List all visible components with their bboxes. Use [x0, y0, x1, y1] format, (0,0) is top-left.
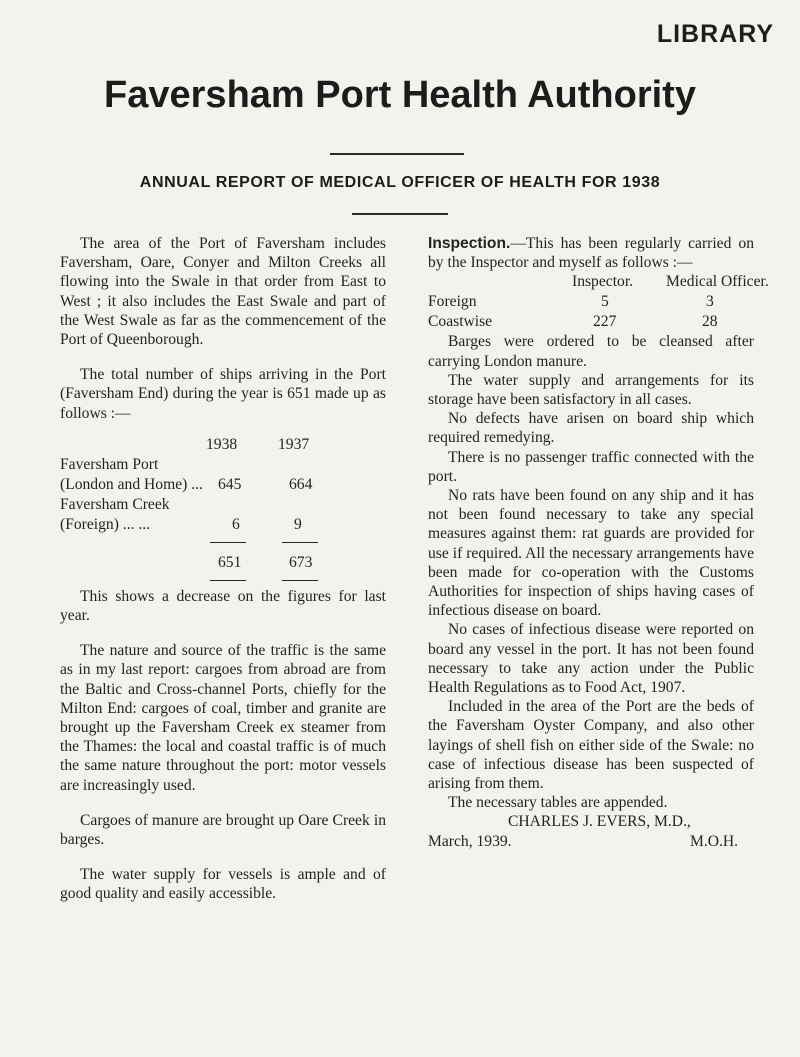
ships-row: [60, 515, 386, 535]
ships-table-rule: [60, 573, 386, 587]
row-label-faversham-port: Faversham Port: [60, 455, 159, 473]
cell-value: 664: [289, 475, 313, 493]
page-title: Faversham Port Health Authority: [104, 74, 696, 116]
underline: [282, 542, 318, 543]
report-subtitle: ANNUAL REPORT OF MEDICAL OFFICER OF HEALTH FOR 1938: [139, 174, 661, 191]
cell-value: 6: [232, 515, 240, 533]
subtitle-divider: [352, 213, 448, 215]
paragraph-water-supply: The water supply for vessels is ample and of good quality and easily accessible.: [60, 866, 386, 903]
paragraph-ships-arriving: The total number of ships arriving in the Port (Faversham End) during the year is 651 made up as follows :—: [60, 366, 386, 422]
underline: [210, 580, 246, 581]
signature-date: March, 1939.: [428, 833, 512, 851]
total-1937: 673: [289, 553, 313, 571]
library-stamp: LIBRARY: [656, 20, 774, 48]
paragraph-port-area: The area of the Port of Faversham includes Faversham, Oare, Conyer and Milton Creeks all flowing into the Swale in that order from East to West ; it also includes the East Swale and part of the West Swale as far as the commencement of the Port of Queenborough.: [60, 235, 386, 349]
col-header-1937: 1937: [278, 435, 310, 453]
cell-value: 9: [294, 515, 302, 533]
signature-title: M.O.H.: [690, 833, 739, 851]
cell-medical: 3: [706, 293, 714, 311]
left-column: [60, 234, 386, 904]
title-divider: [330, 153, 464, 155]
col-header-inspector: Inspector.: [572, 273, 634, 291]
underline: [210, 542, 246, 543]
paragraph-infectious: No cases of infectious disease were reported on board any vessel in the port. It has not been found necessary to take any action under the Public Health Regulations as to Food Act, 1907.: [428, 621, 754, 697]
ships-table: [60, 435, 386, 587]
cell-value: 645: [218, 475, 242, 493]
row-label-faversham-creek: Faversham Creek: [60, 495, 170, 513]
inspection-table-header: [428, 272, 769, 292]
inspection-row: [428, 292, 754, 312]
signature-date-line: [428, 832, 754, 852]
cell-medical: 28: [702, 313, 718, 331]
paragraph-water-arrangements: The water supply and arrangements for its storage have been satisfactory in all cases.: [428, 371, 754, 409]
row-label-foreign: (Foreign) ... ...: [60, 515, 151, 533]
cell-inspector: 5: [601, 293, 609, 311]
signature-name: CHARLES J. EVERS, M.D.,: [508, 813, 691, 831]
ships-row-label: [60, 455, 386, 475]
ships-table-header: [60, 435, 386, 455]
total-1938: 651: [218, 553, 242, 571]
inspection-text: —This has been regularly carried on by the Inspector and myself as follows :—: [428, 235, 754, 272]
inspection-row: [428, 312, 754, 332]
ships-total-row: [60, 553, 386, 573]
ships-table-rule: [60, 535, 386, 553]
paragraph-traffic: The nature and source of the traffic is the same as in my last report: cargoes from abroad are from the Baltic and Cross-channel Ports, chiefly for the Milton End: cargoes of coal, timber and granite are brought up the Faversham Creek ex steamer from the Thames: the local and coastal traffic is of much the same nature throughout the port: motor vessels are increasingly used.: [60, 642, 386, 794]
paragraph-passenger: There is no passenger traffic connected with the port.: [428, 448, 754, 485]
ships-row-label: [60, 495, 386, 515]
paragraph-defects: No defects have arisen on board ship which required remedying.: [428, 410, 754, 447]
paragraph-oysters: Included in the area of the Port are the beds of the Faversham Oyster Company, and also other layings of shell fish on either side of the Swale: no case of infectious disease has been suspected of arising from them.: [428, 698, 754, 793]
paragraph-decrease: This shows a decrease on the figures for last year.: [60, 587, 386, 625]
right-column: [428, 234, 769, 852]
paragraph-rats: No rats have been found on any ship and it has not been found necessary to take any special measures against them: rat guards are provided for use if required. All the necessary arrangements have been made for co-operation with the Customs Authorities for inspection of ships having cases of infectious disease on board.: [428, 487, 754, 620]
row-label: Coastwise: [428, 313, 493, 331]
inspection-table: [428, 272, 769, 332]
paragraph-barges: Barges were ordered to be cleansed after carrying London manure.: [428, 333, 754, 370]
paragraph-tables: The necessary tables are appended.: [448, 794, 668, 812]
col-header-medical-officer: Medical Officer.: [666, 273, 769, 291]
paragraph-inspection: [428, 234, 754, 272]
row-label: Foreign: [428, 293, 477, 311]
cell-inspector: 227: [593, 313, 617, 331]
col-header-1938: 1938: [206, 435, 238, 453]
inspection-heading: Inspection.: [428, 235, 511, 252]
underline: [282, 580, 318, 581]
signature-name-line: [428, 812, 754, 832]
paragraph-cargoes: Cargoes of manure are brought up Oare Creek in barges.: [60, 811, 386, 849]
ships-row: [60, 475, 386, 495]
row-label-london-home: (London and Home) ...: [60, 475, 203, 493]
